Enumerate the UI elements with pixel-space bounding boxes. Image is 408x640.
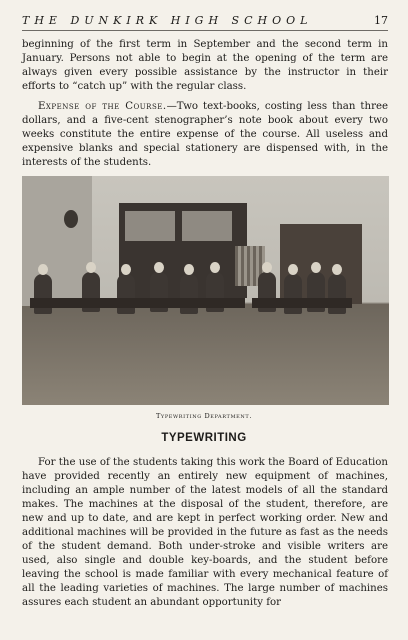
page-number: 17 — [374, 14, 388, 27]
running-head: THE DUNKIRK HIGH SCHOOL — [22, 14, 313, 27]
photo-student — [117, 274, 135, 314]
photo-student-head — [288, 264, 298, 275]
expense-heading: Expense of the Course. — [38, 101, 167, 112]
photo-door-pane — [125, 211, 175, 241]
photo-student-head — [121, 264, 131, 275]
photo-door-pane — [182, 211, 232, 241]
paragraph-expense — [22, 100, 388, 170]
photo-student-head — [262, 262, 272, 273]
photo-student-head — [154, 262, 164, 273]
photo-student-head — [38, 264, 48, 275]
photo-student — [328, 274, 346, 314]
expense-body: —Two text-books, costing less than three dollars, and a five-cent stenographer’s note book about every two weeks constitute the entire expense of the course. All useless and expensive blanks and special stationery are dispensed with, in the interests of the students. — [22, 101, 388, 168]
paragraph-continuation: beginning of the first term in September and the second term in January. Persons not able to begin at the opening of the term are always given every possible assistance by the instructor in their efforts to “catch up” with the regular class. — [22, 39, 388, 92]
typewriting-department-photo — [22, 176, 389, 405]
photo-student — [34, 274, 52, 314]
photo-student-head — [311, 262, 321, 273]
typewriting-body: For the use of the students taking this work the Board of Education have provided recently an entirely new equipment of machines, including an ample number of the latest models of all the standard makes. The machines at the disposal of the student, therefore, are new and up to date, and are kept in perfect working order. New and additional machines will be provided in the future as fast as the needs of the student demand. Both under-stroke and visible writers are used, also single and double key-boards, and the student before leaving the school is made familiar with every mechanical feature of all the leading varieties of machines. The large number of machines assures each student an abundant opportunity for — [22, 457, 388, 608]
section-title: TYPEWRITING — [161, 432, 247, 444]
photo-table — [30, 298, 245, 308]
page-header — [22, 14, 388, 31]
photo-clock — [64, 210, 78, 228]
photo-student-head — [86, 262, 96, 273]
photo-table — [252, 298, 352, 308]
photo-caption: Typewriting Department. — [155, 412, 252, 420]
photo-student — [180, 274, 198, 314]
photo-student-head — [332, 264, 342, 275]
photo-student-head — [210, 262, 220, 273]
photo-student — [284, 274, 302, 314]
photo-student-head — [184, 264, 194, 275]
